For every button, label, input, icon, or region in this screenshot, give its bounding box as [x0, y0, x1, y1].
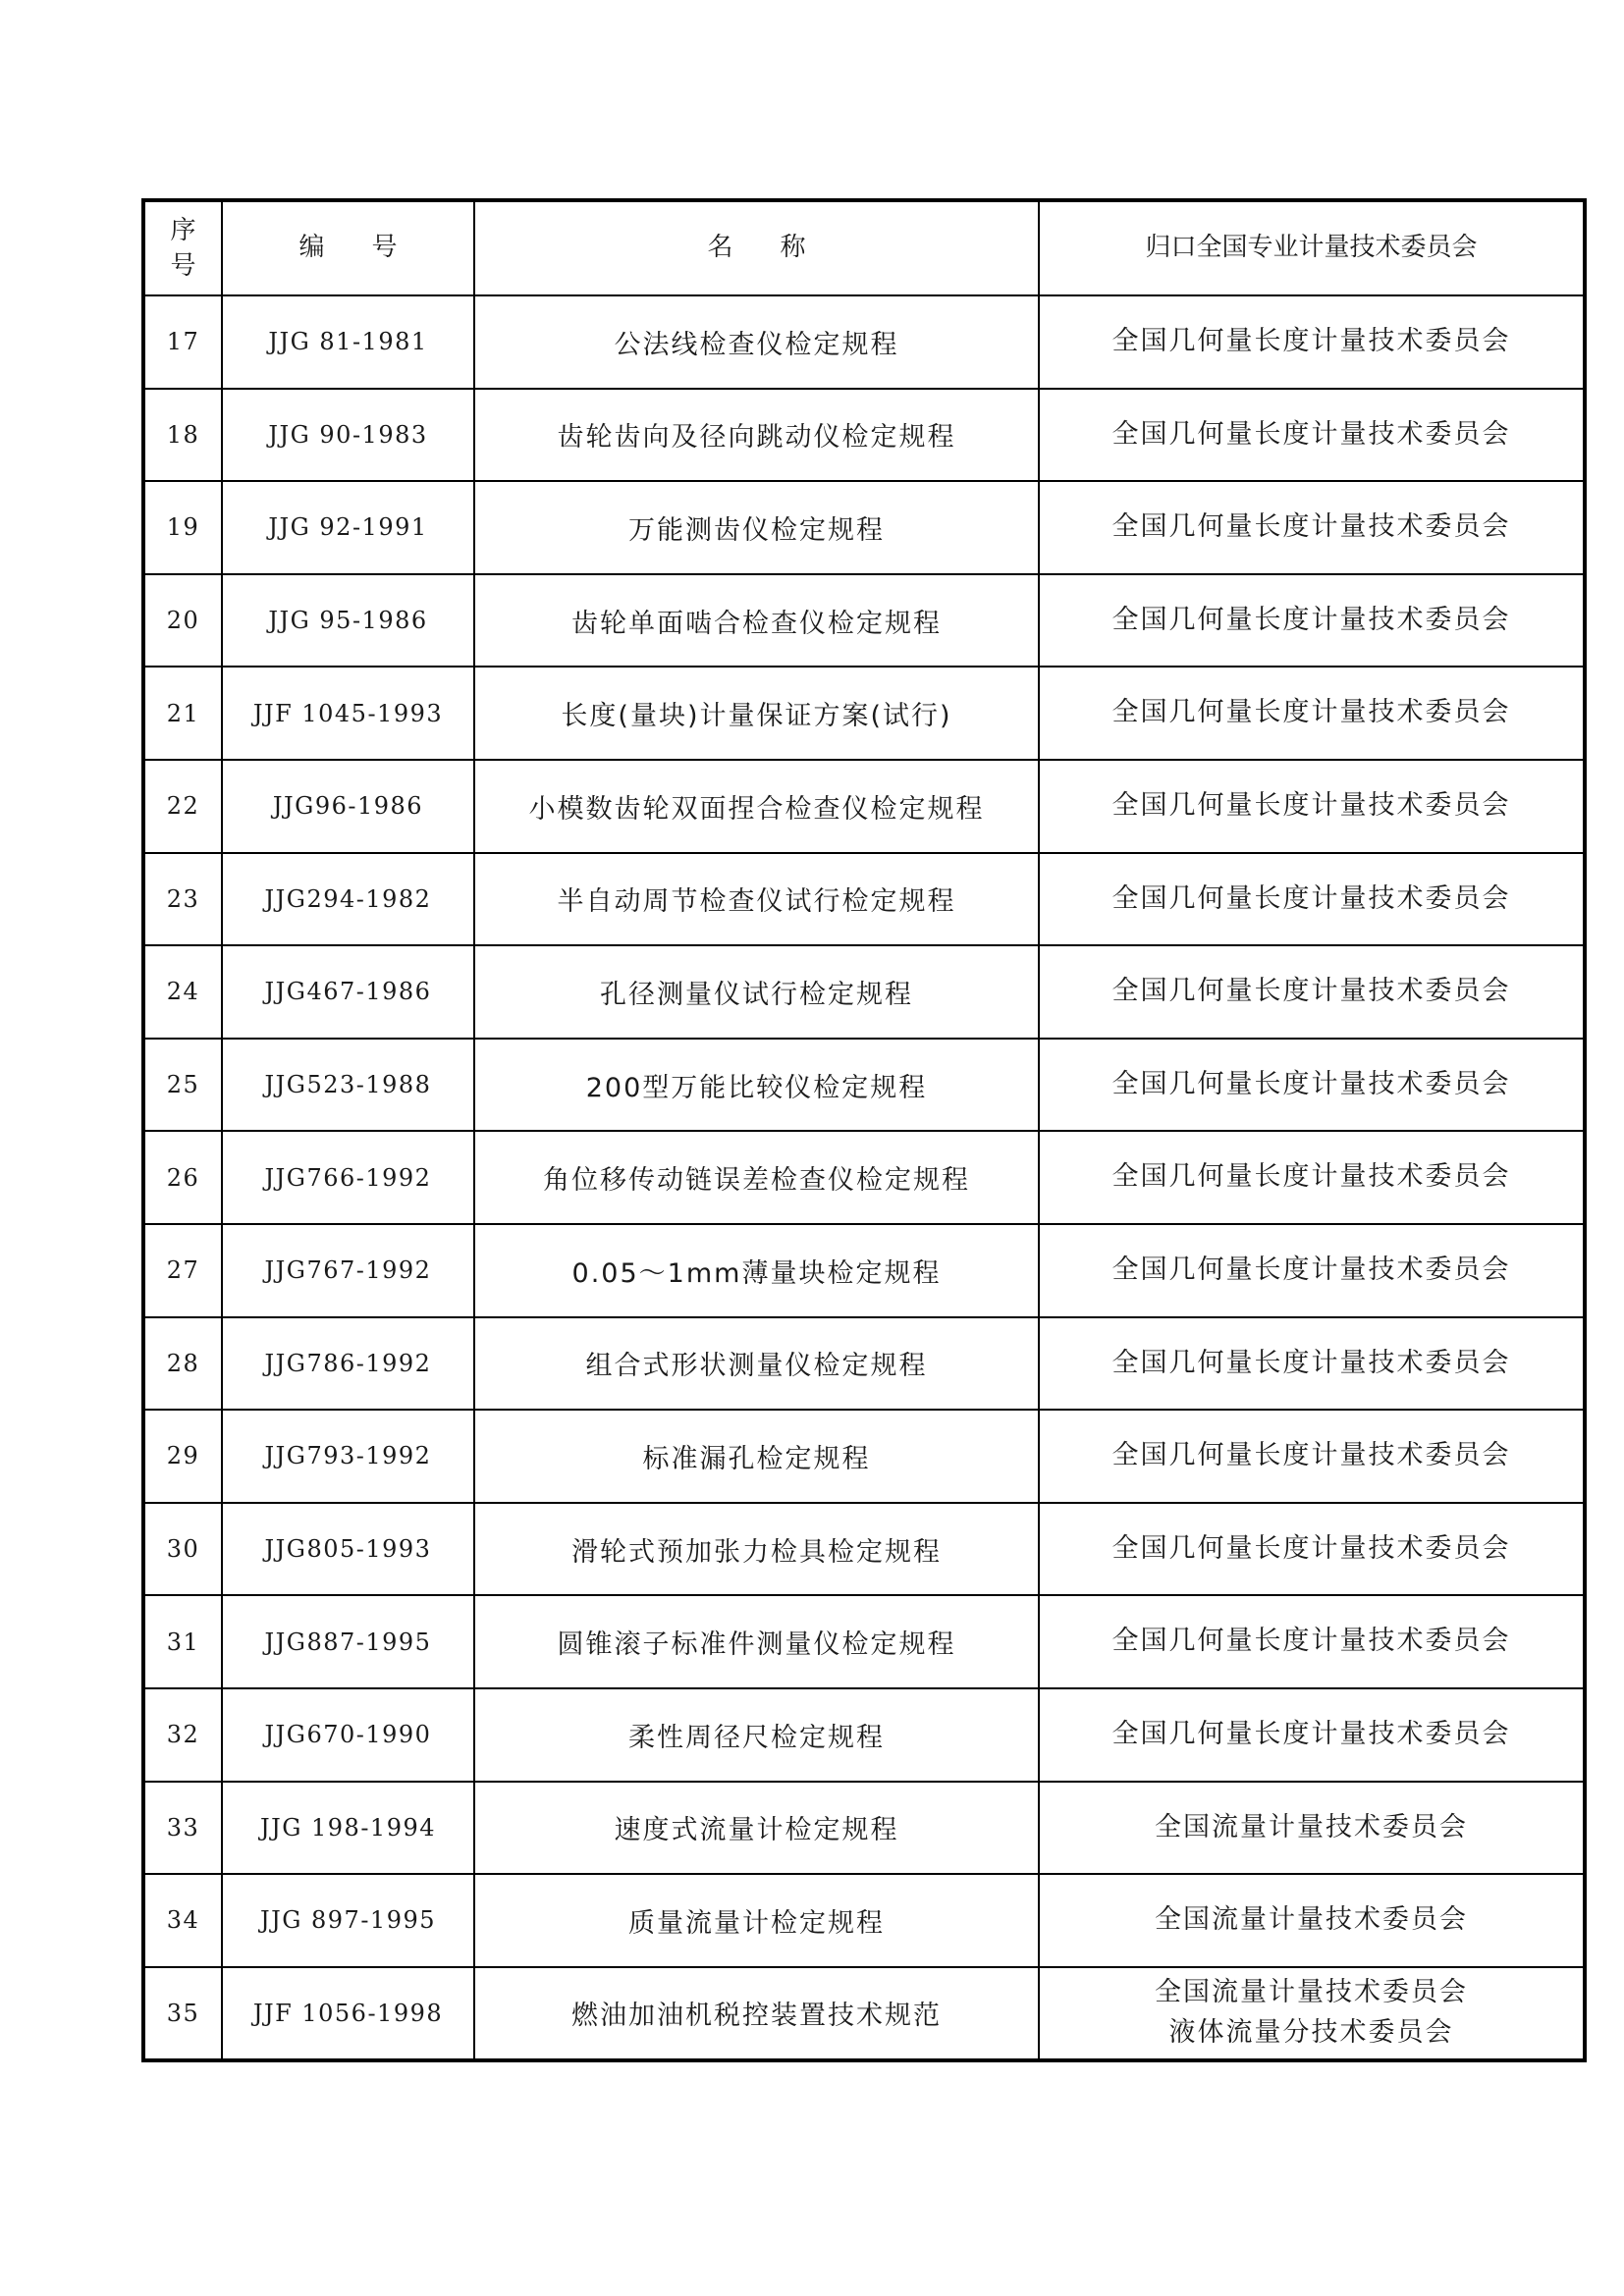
committee-line: 全国几何量长度计量技术委员会	[1111, 790, 1511, 822]
row-committee	[1039, 760, 1585, 853]
table-row	[143, 1782, 1585, 1875]
row-name: 柔性周径尺检定规程	[474, 1688, 1039, 1782]
header-code-part2: 号	[371, 233, 398, 263]
header-code	[222, 200, 474, 295]
row-seq: 28	[143, 1317, 222, 1411]
row-code: JJG467-1986	[222, 945, 474, 1039]
table-row	[143, 667, 1585, 760]
row-seq: 20	[143, 574, 222, 667]
row-seq: 27	[143, 1224, 222, 1317]
row-seq: 21	[143, 667, 222, 760]
row-code: JJF 1056-1998	[222, 1967, 474, 2061]
row-committee	[1039, 1967, 1585, 2061]
header-committee: 归口全国专业计量技术委员会	[1039, 200, 1585, 295]
row-seq: 19	[143, 481, 222, 574]
table-row	[143, 1039, 1585, 1132]
table-row	[143, 1224, 1585, 1317]
row-committee	[1039, 1782, 1585, 1875]
committee-line: 全国几何量长度计量技术委员会	[1111, 1440, 1511, 1471]
row-committee	[1039, 481, 1585, 574]
row-name: 圆锥滚子标准件测量仪检定规程	[474, 1595, 1039, 1688]
committee-line: 全国几何量长度计量技术委员会	[1111, 604, 1511, 635]
row-committee	[1039, 1131, 1585, 1224]
row-committee	[1039, 1410, 1585, 1503]
row-code: JJG766-1992	[222, 1131, 474, 1224]
row-name: 齿轮齿向及径向跳动仪检定规程	[474, 389, 1039, 482]
row-seq: 25	[143, 1039, 222, 1132]
row-name: 公法线检查仪检定规程	[474, 295, 1039, 389]
row-name: 200型万能比较仪检定规程	[474, 1039, 1039, 1132]
row-name: 速度式流量计检定规程	[474, 1782, 1039, 1875]
table-row	[143, 1131, 1585, 1224]
committee-line: 全国几何量长度计量技术委员会	[1111, 882, 1511, 914]
row-committee	[1039, 574, 1585, 667]
committee-line: 全国流量计量技术委员会	[1155, 1811, 1468, 1842]
row-seq: 30	[143, 1503, 222, 1596]
table-header	[143, 200, 1585, 295]
row-code: JJG 81-1981	[222, 295, 474, 389]
row-seq: 24	[143, 945, 222, 1039]
row-name: 半自动周节检查仪试行检定规程	[474, 853, 1039, 946]
table-body	[143, 295, 1585, 2060]
row-committee	[1039, 1503, 1585, 1596]
row-seq: 33	[143, 1782, 222, 1875]
row-committee	[1039, 1317, 1585, 1411]
row-seq: 17	[143, 295, 222, 389]
row-name: 小模数齿轮双面捏合检查仪检定规程	[474, 760, 1039, 853]
row-code: JJG793-1992	[222, 1410, 474, 1503]
row-code: JJF 1045-1993	[222, 667, 474, 760]
table-row	[143, 574, 1585, 667]
header-seq-line2: 号	[170, 251, 196, 281]
row-code: JJG96-1986	[222, 760, 474, 853]
row-code: JJG 897-1995	[222, 1874, 474, 1967]
committee-line: 全国几何量长度计量技术委员会	[1111, 418, 1511, 450]
row-committee	[1039, 853, 1585, 946]
row-name: 标准漏孔检定规程	[474, 1410, 1039, 1503]
table-row	[143, 1688, 1585, 1782]
row-seq: 31	[143, 1595, 222, 1688]
header-row	[143, 200, 1585, 295]
header-seq-line1: 序	[170, 215, 196, 245]
row-name: 燃油加油机税控装置技术规范	[474, 1967, 1039, 2061]
committee-line: 全国流量计量技术委员会	[1155, 1904, 1468, 1936]
header-name-part2: 称	[780, 233, 806, 263]
row-committee	[1039, 667, 1585, 760]
row-name: 0.05～1mm薄量块检定规程	[474, 1224, 1039, 1317]
row-committee	[1039, 1595, 1585, 1688]
committee-line: 全国几何量长度计量技术委员会	[1111, 1068, 1511, 1099]
table-row	[143, 389, 1585, 482]
committee-line: 全国几何量长度计量技术委员会	[1111, 1347, 1511, 1378]
row-seq: 18	[143, 389, 222, 482]
row-committee	[1039, 1039, 1585, 1132]
row-name: 角位移传动链误差检查仪检定规程	[474, 1131, 1039, 1224]
row-committee	[1039, 389, 1585, 482]
row-seq: 29	[143, 1410, 222, 1503]
header-seq	[143, 200, 222, 295]
table-row	[143, 1595, 1585, 1688]
table-row	[143, 1503, 1585, 1596]
row-code: JJG294-1982	[222, 853, 474, 946]
table-row	[143, 853, 1585, 946]
table-row	[143, 481, 1585, 574]
row-name: 质量流量计检定规程	[474, 1874, 1039, 1967]
committee-line: 全国几何量长度计量技术委员会	[1111, 976, 1511, 1007]
row-committee	[1039, 1874, 1585, 1967]
committee-line: 全国几何量长度计量技术委员会	[1111, 1254, 1511, 1285]
committee-line: 全国几何量长度计量技术委员会	[1111, 1718, 1511, 1749]
committee-line: 全国几何量长度计量技术委员会	[1111, 511, 1511, 543]
row-committee	[1039, 945, 1585, 1039]
table-row	[143, 1874, 1585, 1967]
row-code: JJG523-1988	[222, 1039, 474, 1132]
row-seq: 35	[143, 1967, 222, 2061]
row-code: JJG 198-1994	[222, 1782, 474, 1875]
row-name: 滑轮式预加张力检具检定规程	[474, 1503, 1039, 1596]
committee-line: 液体流量分技术委员会	[1168, 2016, 1454, 2048]
row-code: JJG887-1995	[222, 1595, 474, 1688]
committee-line: 全国几何量长度计量技术委员会	[1111, 1532, 1511, 1564]
row-seq: 26	[143, 1131, 222, 1224]
row-committee	[1039, 1688, 1585, 1782]
row-name: 组合式形状测量仪检定规程	[474, 1317, 1039, 1411]
table-row	[143, 945, 1585, 1039]
row-code: JJG 90-1983	[222, 389, 474, 482]
row-code: JJG670-1990	[222, 1688, 474, 1782]
row-name: 万能测齿仪检定规程	[474, 481, 1039, 574]
header-name	[474, 200, 1039, 295]
committee-line: 全国几何量长度计量技术委员会	[1111, 1626, 1511, 1657]
table-row	[143, 1317, 1585, 1411]
table-row	[143, 1410, 1585, 1503]
table-row	[143, 295, 1585, 389]
row-code: JJG767-1992	[222, 1224, 474, 1317]
row-name: 齿轮单面啮合检查仪检定规程	[474, 574, 1039, 667]
row-committee	[1039, 295, 1585, 389]
row-seq: 34	[143, 1874, 222, 1967]
row-name: 长度(量块)计量保证方案(试行)	[474, 667, 1039, 760]
regulations-table	[141, 198, 1587, 2062]
row-seq: 22	[143, 760, 222, 853]
header-code-part1: 编	[298, 233, 325, 263]
committee-line: 全国流量计量技术委员会	[1155, 1977, 1468, 2008]
table-row	[143, 760, 1585, 853]
row-seq: 23	[143, 853, 222, 946]
row-committee	[1039, 1224, 1585, 1317]
row-code: JJG786-1992	[222, 1317, 474, 1411]
row-code: JJG 95-1986	[222, 574, 474, 667]
row-code: JJG805-1993	[222, 1503, 474, 1596]
row-name: 孔径测量仪试行检定规程	[474, 945, 1039, 1039]
header-name-part1: 名	[707, 233, 733, 263]
row-seq: 32	[143, 1688, 222, 1782]
table-row	[143, 1967, 1585, 2061]
committee-line: 全国几何量长度计量技术委员会	[1111, 1161, 1511, 1193]
committee-line: 全国几何量长度计量技术委员会	[1111, 697, 1511, 728]
row-code: JJG 92-1991	[222, 481, 474, 574]
committee-line: 全国几何量长度计量技术委员会	[1111, 326, 1511, 357]
